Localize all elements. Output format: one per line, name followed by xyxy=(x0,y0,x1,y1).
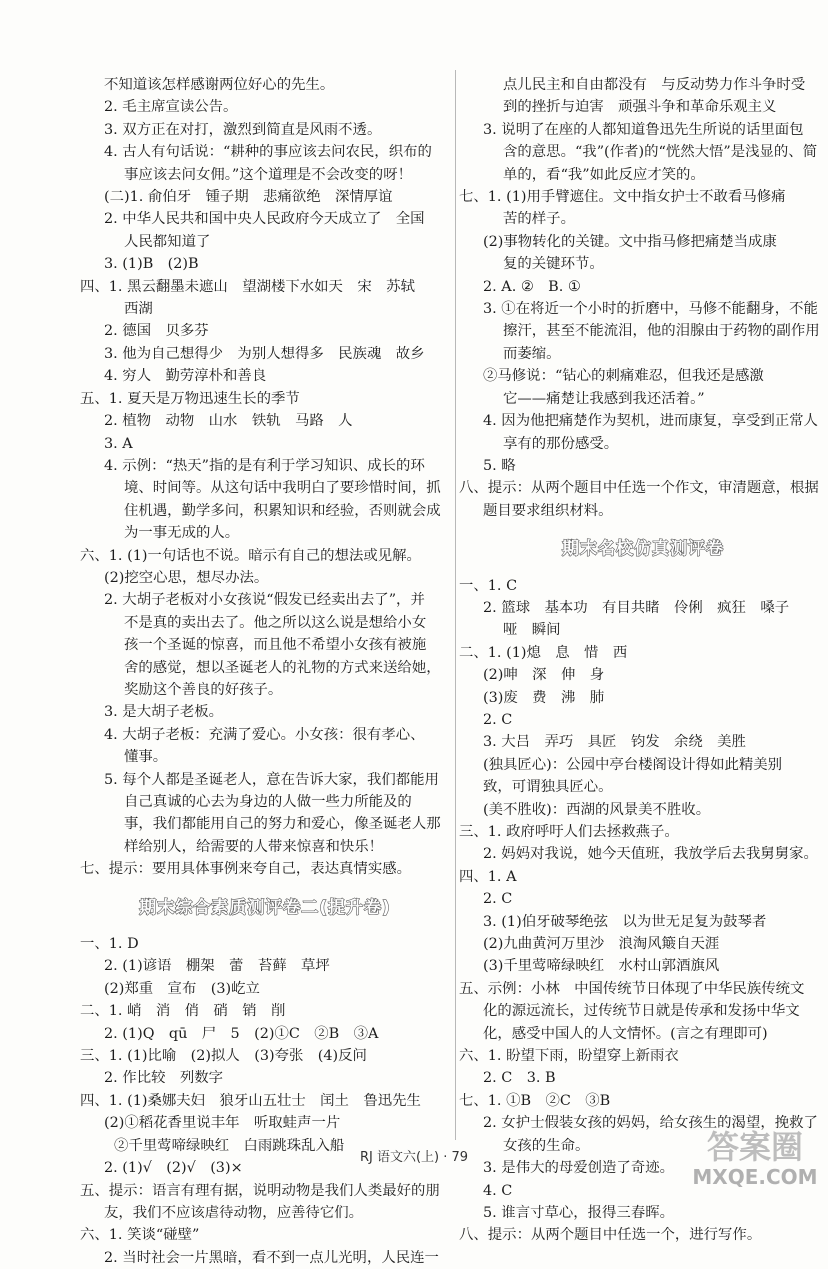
answer-line: 致，可谓独具匠心。 xyxy=(483,779,613,796)
answer-line: 哑 瞬间 xyxy=(503,622,561,639)
answer-line: 六、1. 笑谈“碰壁” xyxy=(80,1227,200,1244)
answer-line: 复的关键环节。 xyxy=(503,256,604,273)
answer-line: 5. 谁言寸草心，报得三春晖。 xyxy=(483,1204,674,1221)
answer-line: 化的源远流长，过传统节日就是传承和发扬中华文 xyxy=(483,1003,800,1020)
answer-line: 3. 他为自己想得少 为别人想得多 民族魂 故乡 xyxy=(104,345,425,362)
page-footer: RJ 语文六(上) · 79 xyxy=(359,1150,469,1165)
answer-line: 四、1. 黑云翻墨未遮山 望湖楼下水如天 宋 苏轼 xyxy=(80,278,415,295)
answer-line: 5. 每个人都是圣诞老人，意在告诉大家，我们都能用 xyxy=(104,771,439,788)
answer-line: 3. 双方正在对打，激烈到简直是风雨不透。 xyxy=(104,121,382,138)
answer-line: 西湖 xyxy=(124,301,153,318)
answer-line: 2. C xyxy=(483,891,513,908)
answer-line: 4. 大胡子老板：充满了爱心。小女孩：很有孝心、 xyxy=(104,726,425,743)
answer-line: 境、时间等。从这句话中我明白了要珍惜时间，抓 xyxy=(124,480,441,497)
watermark-logo: 答案圈 xyxy=(706,1128,803,1166)
section-title: 期末名校仿真测评卷 xyxy=(562,539,724,560)
answer-line: 舍的感觉，想以圣诞老人的礼物的方式来送给她， xyxy=(124,659,441,676)
answer-line: (2)呻 深 伸 身 xyxy=(483,667,605,684)
answer-line: 2. C xyxy=(483,711,513,728)
answer-line: 而萎缩。 xyxy=(503,345,561,362)
answer-line: 友，我们不应该虐待动物，应善待它们。 xyxy=(104,1204,364,1221)
answer-line: 享有的那份感受。 xyxy=(503,435,619,452)
answer-line: 4. 因为他把痛楚作为契机，进而康复，享受到正常人 xyxy=(483,413,818,430)
answer-line: 2. 妈妈对我说，她今天值班，我放学后去我舅舅家。 xyxy=(483,846,818,863)
answer-line: 4. C xyxy=(483,1182,513,1199)
answer-line: 2. C 3. B xyxy=(483,1070,556,1087)
answer-line: 2. 女护士假装女孩的妈妈，给女孩生的渴望，挽救了 xyxy=(483,1115,818,1132)
answer-line: 女孩的生命。 xyxy=(503,1137,590,1154)
answer-line: 3. 大吕 弄巧 具匠 钧发 余绕 美胜 xyxy=(483,734,746,751)
answer-line: 六、1. (1)一句话也不说。暗示有自己的想法或见解。 xyxy=(80,547,421,564)
answer-line: 4. 穷人 勤劳淳朴和善良 xyxy=(104,368,267,385)
answer-line: 五、1. 夏天是万物迅速生长的季节 xyxy=(80,390,300,407)
answer-line: 为一事无成的人。 xyxy=(124,525,240,542)
answer-line: 五、示例：小林 中国传统节日体现了中华民族传统文 xyxy=(459,980,805,997)
answer-line: 3. ①在将近一个小时的折磨中，马修不能翻身，不能 xyxy=(483,301,818,318)
answer-line: 3. 说明了在座的人都知道鲁迅先生所说的话里面包 xyxy=(483,121,804,138)
answer-line: 点儿民主和自由都没有 与反动势力作斗争时受 xyxy=(503,77,806,93)
answer-line: 2. (1)Q qū 尸 5 (2)①C ②B ③A xyxy=(104,1025,379,1042)
answer-line: 人民都知道了 xyxy=(124,233,211,250)
answer-line: 它——痛楚让我感到我还活着。” xyxy=(503,390,705,407)
answer-line: 2. (1)谚语 棚架 蕾 苔藓 草坪 xyxy=(104,958,330,975)
answer-line: 2. 作比较 列数字 xyxy=(104,1070,224,1087)
answer-line: 单的，看“我”如此反应才笑的。 xyxy=(503,166,705,183)
answer-line: 4. 古人有句话说：“耕种的事应该去问农民，织布的 xyxy=(104,144,432,161)
answer-line: 3. (1)B (2)B xyxy=(104,256,199,273)
answer-line: 3. 是伟大的母爱创造了奇迹。 xyxy=(483,1160,674,1177)
answer-line: 七、提示：要用具体事例来夸自己，表达真情实感。 xyxy=(80,861,411,878)
answer-line: 2. 大胡子老板对小女孩说“假发已经卖出去了”，并 xyxy=(104,592,425,609)
answer-line: 含的意思。“我”(作者)的“恍然大悟”是浅显的、简 xyxy=(503,144,818,161)
answer-line: 四、1. A xyxy=(459,868,517,885)
answer-line: 孩一个圣诞的惊喜，而且他不希望小女孩有被施 xyxy=(124,637,427,654)
answer-line: 二、1. 峭 消 俏 硝 销 削 xyxy=(80,1003,286,1020)
answer-line: 事，我们都能用自己的努力和爱心，像圣诞老人那 xyxy=(124,816,441,833)
answer-line: (二)1. 俞伯牙 锺子期 悲痛欲绝 深情厚谊 xyxy=(104,189,393,206)
answer-line: 擦汗，甚至不能流泪，他的泪腺由于药物的副作用 xyxy=(503,323,820,340)
answer-line: 八、提示：从两个题目中任选一个作文，审清题意，根据 xyxy=(459,480,819,497)
watermark-url: MXQE.COM xyxy=(692,1165,818,1189)
answer-line: (独具匠心)：公园中亭台楼阁设计得如此精美别 xyxy=(483,756,783,773)
right-column xyxy=(459,74,827,1247)
answer-line: 三、1. (1)比喻 (2)拟人 (3)夸张 (4)反问 xyxy=(80,1048,367,1065)
answer-line: (2)郑重 宣布 (3)屹立 xyxy=(104,980,260,997)
answer-line: 奖励这个善良的好孩子。 xyxy=(124,681,283,698)
answer-line: 懂事。 xyxy=(124,749,168,766)
answer-line: 七、1. (1)用手臂遮住。文中指女护士不敢看马修痛 xyxy=(459,189,786,206)
watermark xyxy=(690,1128,820,1194)
answer-line: (2)九曲黄河万里沙 浪淘风簸自天涯 xyxy=(483,936,720,953)
answer-line: ②马修说：“钻心的刺痛难忍，但我还是感激 xyxy=(483,368,764,385)
answer-line: 2. 篮球 基本功 有目共睹 伶俐 疯狂 嗓子 xyxy=(483,599,790,616)
answer-line: 三、1. 政府呼吁人们去拯救燕子。 xyxy=(459,824,679,840)
answer-line: 2. 毛主席宣读公告。 xyxy=(104,99,238,116)
answer-line: 六、1. 盼望下雨，盼望穿上新雨衣 xyxy=(459,1048,679,1065)
answer-line: 自己真诚的心去为身边的人做一些力所能及的 xyxy=(124,794,412,810)
answer-line: 3. (1)伯牙破琴绝弦 以为世无足复为鼓琴者 xyxy=(483,913,767,930)
answer-line: 2. 当时社会一片黑暗，看不到一点儿光明，人民连一 xyxy=(104,1249,439,1266)
answer-line: 2. 植物 动物 山水 铁轨 马路 人 xyxy=(104,413,353,430)
answer-line: 2. 中华人民共和国中央人民政府今天成立了 全国 xyxy=(104,211,425,228)
answer-line: 二、1. (1)熄 息 惜 西 xyxy=(459,644,628,661)
answer-line: (美不胜收)：西湖的风景美不胜收。 xyxy=(483,801,711,818)
answer-line: 五、提示：语言有理有据，说明动物是我们人类最好的朋 xyxy=(80,1182,440,1199)
answer-line: (3)千里莺啼绿映红 水村山郭酒旗风 xyxy=(483,958,720,975)
answer-line: (2)①稻花香里说丰年 听取蛙声一片 xyxy=(104,1115,341,1132)
answer-line: 样给别人，给需要的人带来惊喜和快乐！ xyxy=(124,838,384,855)
answer-line: 不是真的卖出去了。他之所以这么说是想给小女 xyxy=(124,614,427,631)
answer-line: 2. (1)√ (2)√ (3)× xyxy=(104,1160,243,1177)
column-divider xyxy=(455,70,456,1140)
section-title: 期末综合素质测评卷二(提升卷) xyxy=(139,897,391,918)
answer-line: 2. 德国 贝多芬 xyxy=(104,323,209,340)
answer-line: 住机遇，勤学多问，积累知识和经验，否则就会成 xyxy=(124,502,441,519)
answer-line: 题目要求组织材料。 xyxy=(483,502,613,519)
answer-line: 4. 示例：“热天”指的是有利于学习知识、成长的环 xyxy=(104,457,425,474)
answer-line: 八、提示：从两个题目中任选一个，进行写作。 xyxy=(459,1227,762,1244)
answer-line: 2. A. ② B. ① xyxy=(483,278,581,295)
answer-line: 5. 略 xyxy=(483,457,516,474)
answer-line: 一、1. C xyxy=(459,577,518,594)
answer-line: 七、1. ①B ②C ③B xyxy=(459,1092,611,1109)
answer-line: 一、1. D xyxy=(80,936,139,953)
answer-line: 到的挫折与迫害 顽强斗争和革命乐观主义 xyxy=(503,99,777,116)
answer-line: 不知道该怎样感谢两位好心的先生。 xyxy=(104,77,335,93)
answer-line: 苦的样子。 xyxy=(503,211,575,228)
answer-line: (2)事物转化的关键。文中指马修把痛楚当成康 xyxy=(483,233,777,250)
answer-line: 事应该去问女佣。”这个道理是不会改变的呀！ xyxy=(124,166,412,183)
left-column xyxy=(80,74,450,1269)
answer-line: ②千里莺啼绿映红 白雨跳珠乱入船 xyxy=(114,1137,345,1154)
answer-line: (2)挖空心思，想尽办法。 xyxy=(104,569,269,586)
answer-line: 化，感受中国人的人文情怀。(言之有理即可) xyxy=(483,1025,768,1042)
answer-line: 3. 是大胡子老板。 xyxy=(104,704,224,721)
answer-line: 3. A xyxy=(104,435,133,452)
answer-line: 四、1. (1)桑娜夫妇 狼牙山五壮士 闰土 鲁迅先生 xyxy=(80,1092,421,1109)
answer-line: (3)废 费 沸 肺 xyxy=(483,689,605,706)
